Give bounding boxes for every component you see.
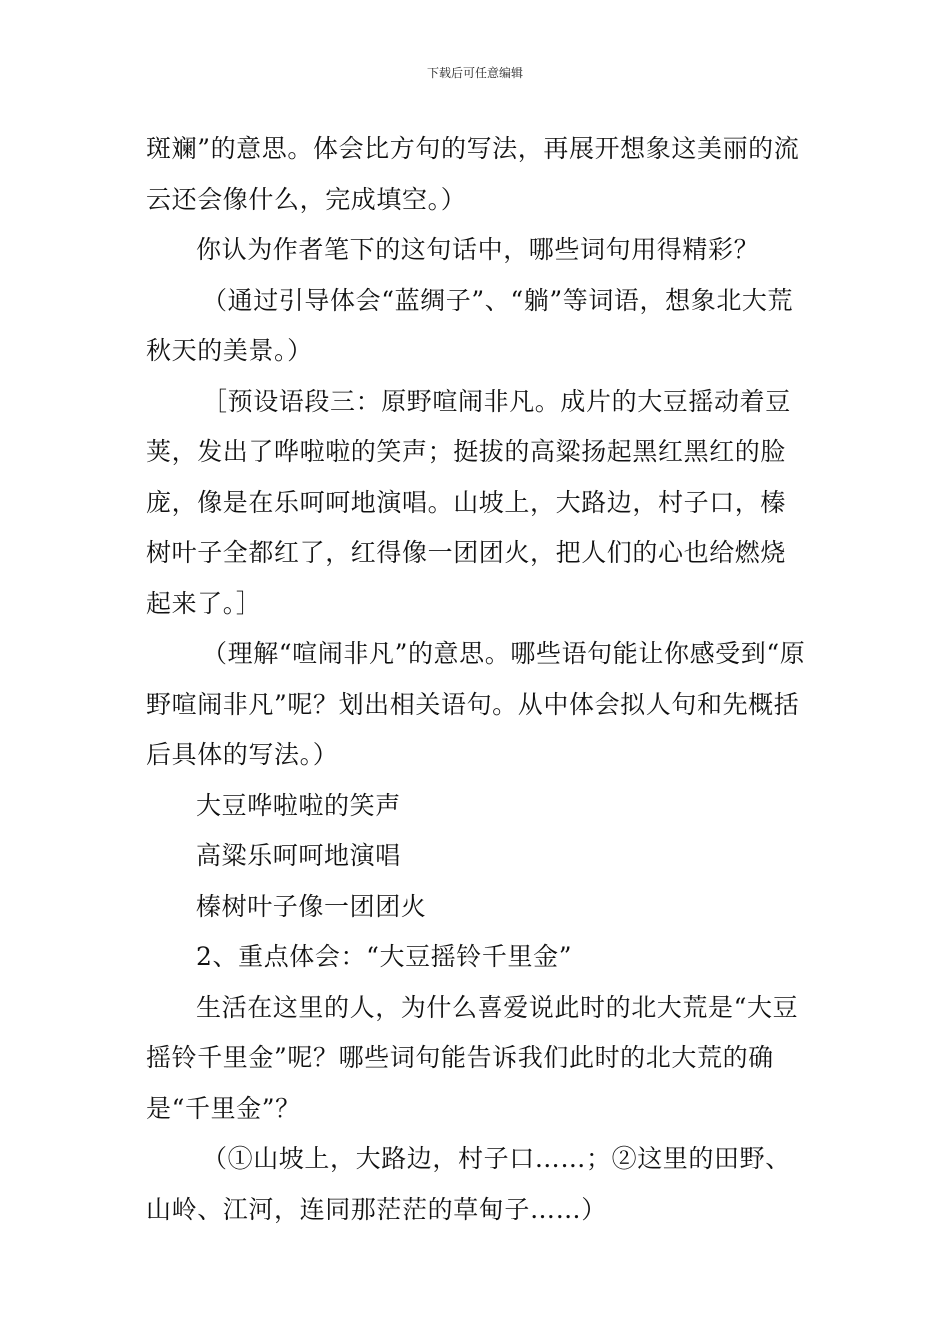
document-body	[146, 124, 806, 1235]
list-item: 高粱乐呵呵地演唱	[196, 841, 401, 870]
page-header: 下载后可任意编辑	[426, 66, 523, 80]
paragraph-answer-hints: （①山坡上，大路边，村子口……；②这里的田野、山岭、江河，连同那茫茫的草甸子……）	[146, 1144, 791, 1224]
paragraph-question-two: 生活在这里的人，为什么喜爱说此时的北大荒是“大豆摇铃千里金”呢？哪些词句能告诉我们此时的北大荒的确是“千里金”？	[146, 992, 799, 1123]
paragraph-continuation: 斑斓”的意思。体会比方句的写法，再展开想象这美丽的流云还会像什么，完成填空。）	[146, 134, 800, 214]
paragraph-guidance: （通过引导体会“蓝绸子”、“躺”等词语，想象北大荒秋天的美景。）	[146, 285, 794, 365]
paragraph-preset-excerpt-three: ［预设语段三：原野喧闹非凡。成片的大豆摇动着豆荚，发出了哗啦啦的笑声；挺拔的高粱扬起黑红黑红的脸庞，像是在乐呵呵地演唱。山坡上，大路边，村子口，榛树叶子全都红了，红得像一团团火，把人们的心也给燃烧起来了。］	[146, 386, 791, 618]
paragraph-understanding: （理解“喧闹非凡”的意思。哪些语句能让你感受到“原野喧闹非凡”呢？划出相关语句。从中体会拟人句和先概括后具体的写法。）	[146, 639, 806, 769]
paragraph-question: 你认为作者笔下的这句话中，哪些词句用得精彩？	[196, 235, 760, 264]
list-item: 大豆哗啦啦的笑声	[196, 790, 401, 820]
section-heading: 2、重点体会：“大豆摇铃千里金”	[196, 942, 573, 971]
list-item: 榛树叶子像一团团火	[196, 891, 427, 921]
